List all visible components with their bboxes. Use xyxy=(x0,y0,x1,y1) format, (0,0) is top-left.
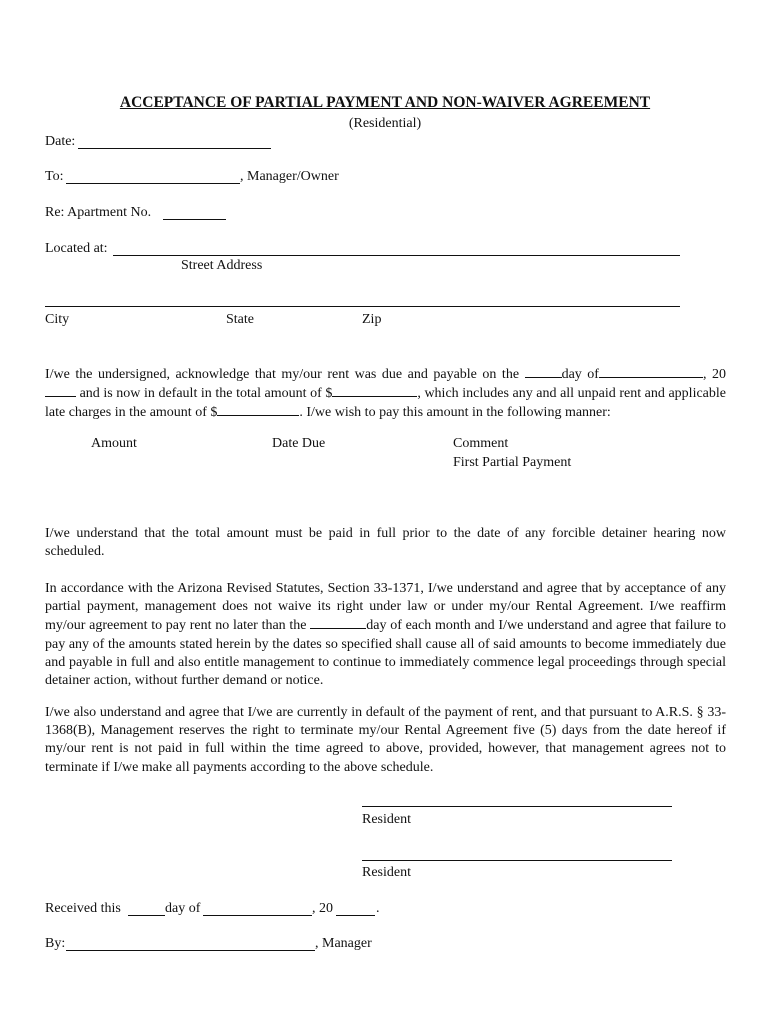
default-notice-paragraph: I/we also understand and agree that I/we are currently in default of the payment of rent, and that pursuant to A.R.S. § 33-1368(B), Management reserves the right to terminate my/our Rental Agreement five (5) days from the date hereof if my/our rent is not paid in full within the time agreed to above, provided, however, that management agrees not to terminate if I/we make all payments according to the above schedule. xyxy=(45,705,726,775)
ack-text-4: 20 xyxy=(712,367,726,382)
first-payment-comment: First Partial Payment xyxy=(453,455,572,470)
by-label: By: xyxy=(45,936,66,951)
manager-owner-label: , Manager/Owner xyxy=(240,169,339,184)
ack-text-3: , xyxy=(702,367,707,382)
date-due-header: Date Due xyxy=(272,436,326,451)
late-charges-field[interactable] xyxy=(217,403,299,416)
ack-text-5: and is now in default in the total amount of $ xyxy=(76,386,333,402)
city-label: City xyxy=(45,312,70,327)
due-year-field[interactable] xyxy=(45,384,76,397)
to-field[interactable] xyxy=(66,183,240,184)
received-day-of: day of xyxy=(165,901,201,916)
state-label: State xyxy=(226,312,254,327)
apartment-field[interactable] xyxy=(163,219,226,220)
city-state-zip-field[interactable] xyxy=(45,306,680,307)
due-day-field[interactable] xyxy=(525,365,562,378)
statutes-paragraph xyxy=(45,580,726,690)
monthly-due-day-field[interactable] xyxy=(310,616,366,629)
ack-text-7: . I/we wish to pay this amount in the following manner: xyxy=(299,405,611,421)
zip-label: Zip xyxy=(362,312,382,327)
total-amount-field[interactable] xyxy=(332,384,417,397)
received-label: Received this xyxy=(45,901,121,916)
acknowledgement-paragraph xyxy=(45,365,726,423)
located-label: Located at: xyxy=(45,241,108,256)
resident-label-2: Resident xyxy=(362,865,411,880)
due-month-field[interactable] xyxy=(599,365,703,378)
received-day-field[interactable] xyxy=(128,915,165,916)
received-year-field[interactable] xyxy=(336,915,375,916)
statutes-text-a: In accordance with the Arizona Revised Statutes, Section 33-1371, I/we understand and agree that by acceptance of any partial payment, management does not waive its right under law or under my/our Rental Agreement. I/we reaffirm my/our agreement to pay rent no later than the xyxy=(45,581,726,634)
date-label: Date: xyxy=(45,134,76,149)
ack-text-6: , which includes any and all unpaid rent and applicable late charges in the amount of $ xyxy=(45,386,726,421)
resident-signature-line-1[interactable] xyxy=(362,806,672,807)
ack-text-1: I/we the undersigned, acknowledge that my/our rent was due and payable on the xyxy=(45,367,525,382)
ack-text-2: day of xyxy=(561,367,599,382)
date-field[interactable] xyxy=(78,148,271,149)
amount-header: Amount xyxy=(91,436,137,451)
resident-signature-line-2[interactable] xyxy=(362,860,672,861)
apartment-label: Re: Apartment No. xyxy=(45,205,152,220)
manager-signature-field[interactable] xyxy=(66,950,315,951)
manager-label: , Manager xyxy=(315,936,372,951)
total-due-paragraph: I/we understand that the total amount must be paid in full prior to the date of any forcible detainer hearing now scheduled. xyxy=(45,526,726,560)
statutes-text-b: day of each month and I/we understand and agree that failure to pay any of the amounts stated herein by the dates so specified shall cause all of said amounts to become immediately due and payable in full and also entitle management to continue to immediately commence legal proceedings through special detainer action, without further demand or notice. xyxy=(45,618,727,689)
received-period: . xyxy=(376,901,380,916)
street-address-label: Street Address xyxy=(181,258,263,273)
received-month-field[interactable] xyxy=(203,915,312,916)
comment-header: Comment xyxy=(453,436,509,451)
document-title: ACCEPTANCE OF PARTIAL PAYMENT AND NON-WAIVER AGREEMENT xyxy=(119,94,651,111)
to-label: To: xyxy=(45,169,64,184)
document-subtitle: (Residential) xyxy=(348,116,422,131)
received-year-prefix: , 20 xyxy=(312,901,333,916)
street-address-field[interactable] xyxy=(113,255,680,256)
resident-label-1: Resident xyxy=(362,812,411,827)
